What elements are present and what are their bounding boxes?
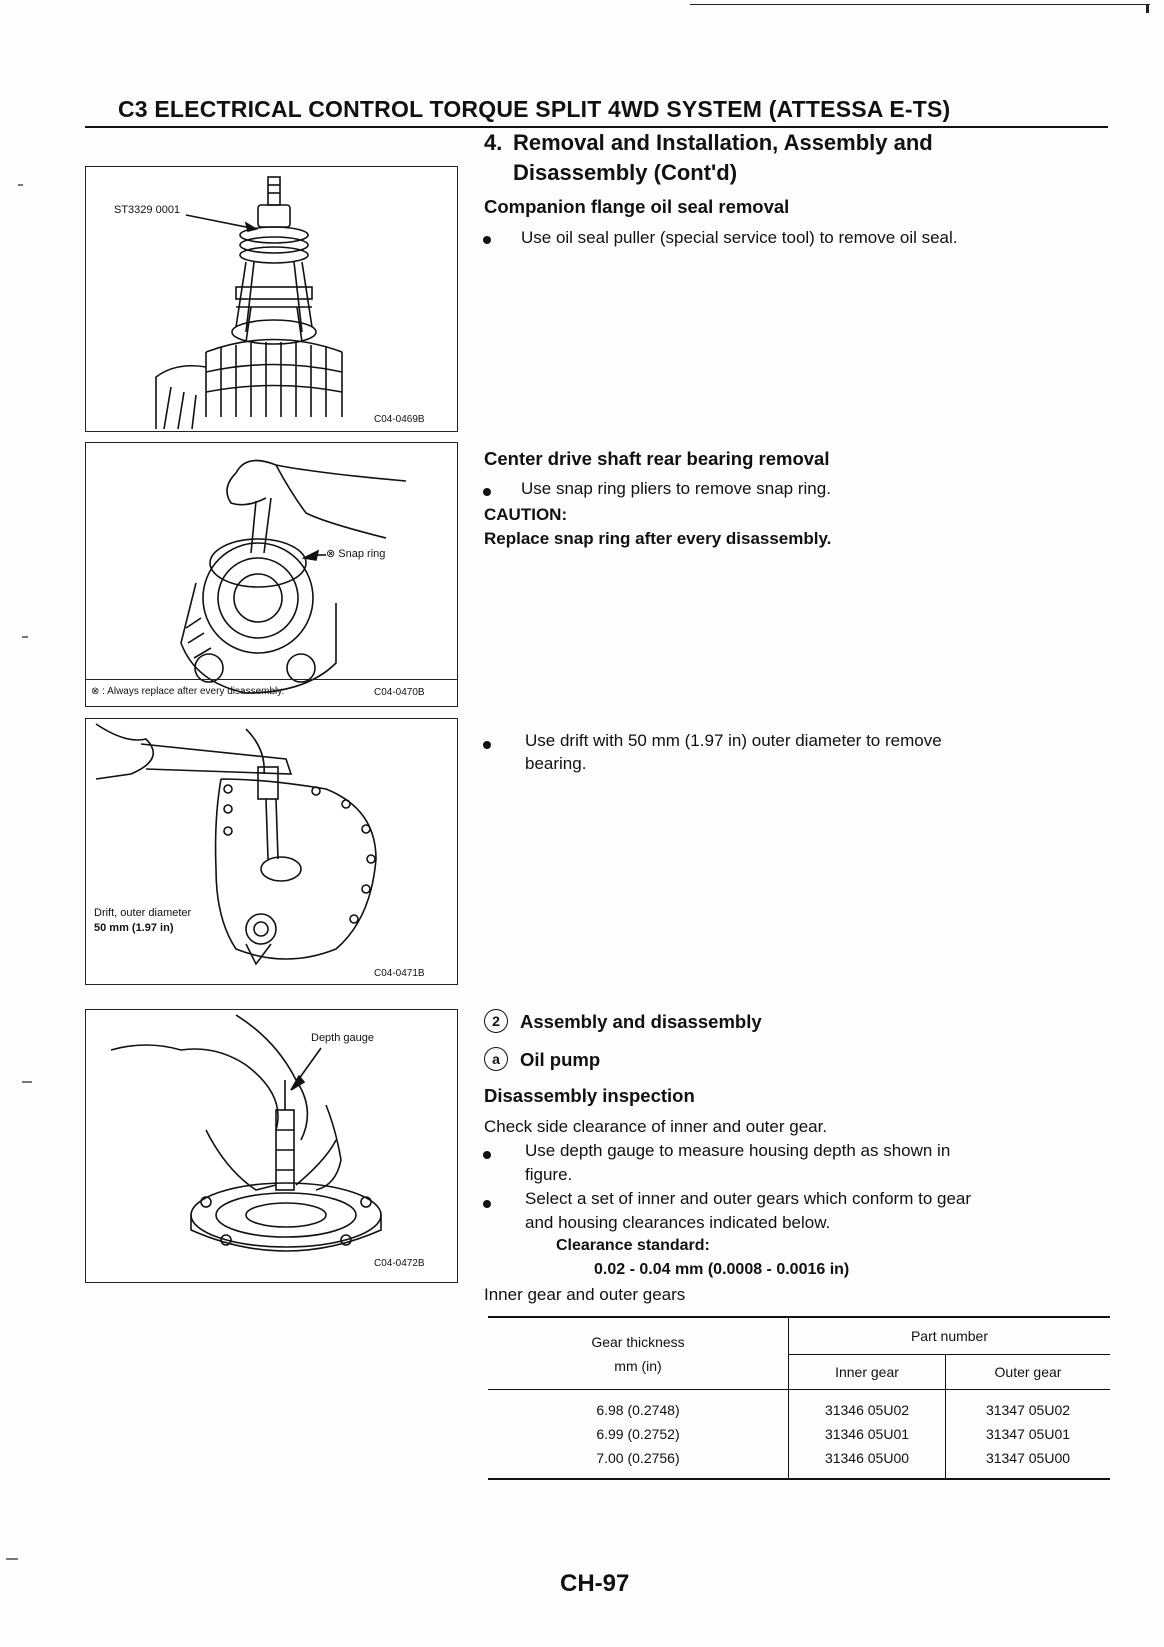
scan-speck — [22, 1081, 32, 1083]
depth-bullet-line2: figure. — [525, 1165, 573, 1184]
bullet-icon — [483, 1200, 491, 1208]
tool-number-label: ST3329 0001 — [114, 204, 181, 216]
page-header-title: C3 ELECTRICAL CONTROL TORQUE SPLIT 4WD SYSTEM (ATTESSA E-TS) — [118, 96, 951, 122]
select-bullet-line2: and housing clearances indicated below. — [525, 1213, 831, 1232]
scan-speck — [18, 184, 23, 186]
part-number-header: Part number — [789, 1317, 1111, 1355]
figure-note-rule — [86, 679, 457, 680]
snap-ring-label — [326, 547, 385, 560]
caution-label: CAUTION: — [484, 505, 568, 524]
scan-speck — [22, 636, 28, 638]
inner-gear-header: Inner gear — [789, 1355, 946, 1390]
scan-speck — [6, 1558, 18, 1560]
header-rule — [85, 126, 1108, 128]
bullet-icon — [483, 1151, 491, 1159]
thickness-cell: 6.98 (0.2748) — [488, 1390, 789, 1423]
circled-letter-icon: a — [484, 1047, 508, 1071]
gear-thickness-header-line1: Gear thickness — [591, 1333, 685, 1350]
table-row — [488, 1390, 1110, 1423]
figure-code: C04-0472B — [374, 1258, 425, 1269]
circled-number-icon: 2 — [484, 1009, 508, 1033]
thickness-cell: 6.99 (0.2752) — [488, 1422, 789, 1446]
table-caption: Inner gear and outer gears — [484, 1285, 686, 1304]
thickness-cell: 7.00 (0.2756) — [488, 1446, 789, 1479]
drift-label: Drift, outer diameter — [94, 907, 192, 919]
table-row — [488, 1422, 1110, 1446]
replace-symbol-icon: ⊗ — [91, 686, 100, 697]
clearance-label: Clearance standard: — [556, 1237, 710, 1254]
center-drive-title: Center drive shaft rear bearing removal — [484, 448, 830, 469]
table-header-row — [488, 1317, 1110, 1355]
figure-note-text: : Always replace after every disassembly. — [102, 686, 285, 697]
drift-line1: Use drift with 50 mm (1.97 in) outer diameter to remove — [525, 731, 942, 750]
section-title-line2: Disassembly (Cont'd) — [513, 160, 738, 185]
inspection-intro: Check side clearance of inner and outer gear. — [484, 1117, 828, 1136]
outer-gear-cell: 31347 05U00 — [985, 1450, 1071, 1466]
drift-size-label: 50 mm (1.97 in) — [94, 922, 174, 934]
page-number: CH-97 — [560, 1570, 630, 1597]
figure-snap-ring — [85, 442, 458, 707]
drift-line2: bearing. — [525, 754, 587, 773]
outer-gear-header: Outer gear — [946, 1355, 1111, 1390]
outer-gear-cell: 31347 05U02 — [985, 1402, 1071, 1418]
depth-bullet-line1: Use depth gauge to measure housing depth as shown in — [525, 1141, 951, 1160]
section-title-line1: Removal and Installation, Assembly and — [513, 130, 933, 155]
inner-gear-cell: 31346 05U02 — [789, 1390, 946, 1423]
top-rule-tick — [1146, 4, 1149, 13]
replace-symbol-icon: ⊗ — [326, 548, 336, 560]
inner-gear-cell: 31346 05U01 — [789, 1422, 946, 1446]
top-rule — [690, 4, 1150, 5]
assembly-heading — [484, 1009, 762, 1033]
snap-ring-label-text: Snap ring — [338, 548, 386, 560]
figure-note — [91, 686, 284, 697]
oil-pump-title: Oil pump — [520, 1049, 601, 1070]
section-number: 4. — [484, 130, 503, 155]
figure-oil-seal-puller — [85, 166, 458, 432]
gear-thickness-header-line2: mm (in) — [614, 1357, 662, 1374]
bullet-icon — [483, 741, 491, 749]
snap-ring-illustration — [86, 443, 457, 706]
outer-gear-cell: 31347 05U01 — [985, 1426, 1071, 1442]
bullet-icon — [483, 488, 491, 496]
inner-gear-cell: 31346 05U00 — [789, 1446, 946, 1479]
depth-gauge-illustration — [86, 1010, 457, 1282]
companion-flange-title: Companion flange oil seal removal — [484, 196, 790, 217]
figure-code: C04-0469B — [374, 414, 425, 425]
figure-drift — [85, 718, 458, 985]
figure-code: C04-0471B — [374, 968, 425, 979]
inspection-title: Disassembly inspection — [484, 1085, 695, 1106]
figure-depth-gauge — [85, 1009, 458, 1283]
drift-illustration — [86, 719, 457, 984]
select-bullet-line1: Select a set of inner and outer gears which conform to gear — [525, 1189, 972, 1208]
center-drive-bullet: Use snap ring pliers to remove snap ring. — [521, 479, 831, 498]
bullet-icon — [483, 236, 491, 244]
figure-code: C04-0470B — [374, 687, 425, 698]
caution-text: Replace snap ring after every disassembly. — [484, 529, 832, 548]
gear-thickness-header — [488, 1317, 789, 1390]
table-row — [488, 1446, 1110, 1479]
clearance-value: 0.02 - 0.04 mm (0.0008 - 0.0016 in) — [594, 1261, 850, 1278]
gear-spec-table — [488, 1316, 1110, 1480]
companion-flange-bullet: Use oil seal puller (special service tool) to remove oil seal. — [521, 228, 958, 247]
oil-pump-heading — [484, 1047, 600, 1071]
depth-gauge-label: Depth gauge — [311, 1032, 374, 1044]
assembly-title: Assembly and disassembly — [520, 1011, 762, 1032]
